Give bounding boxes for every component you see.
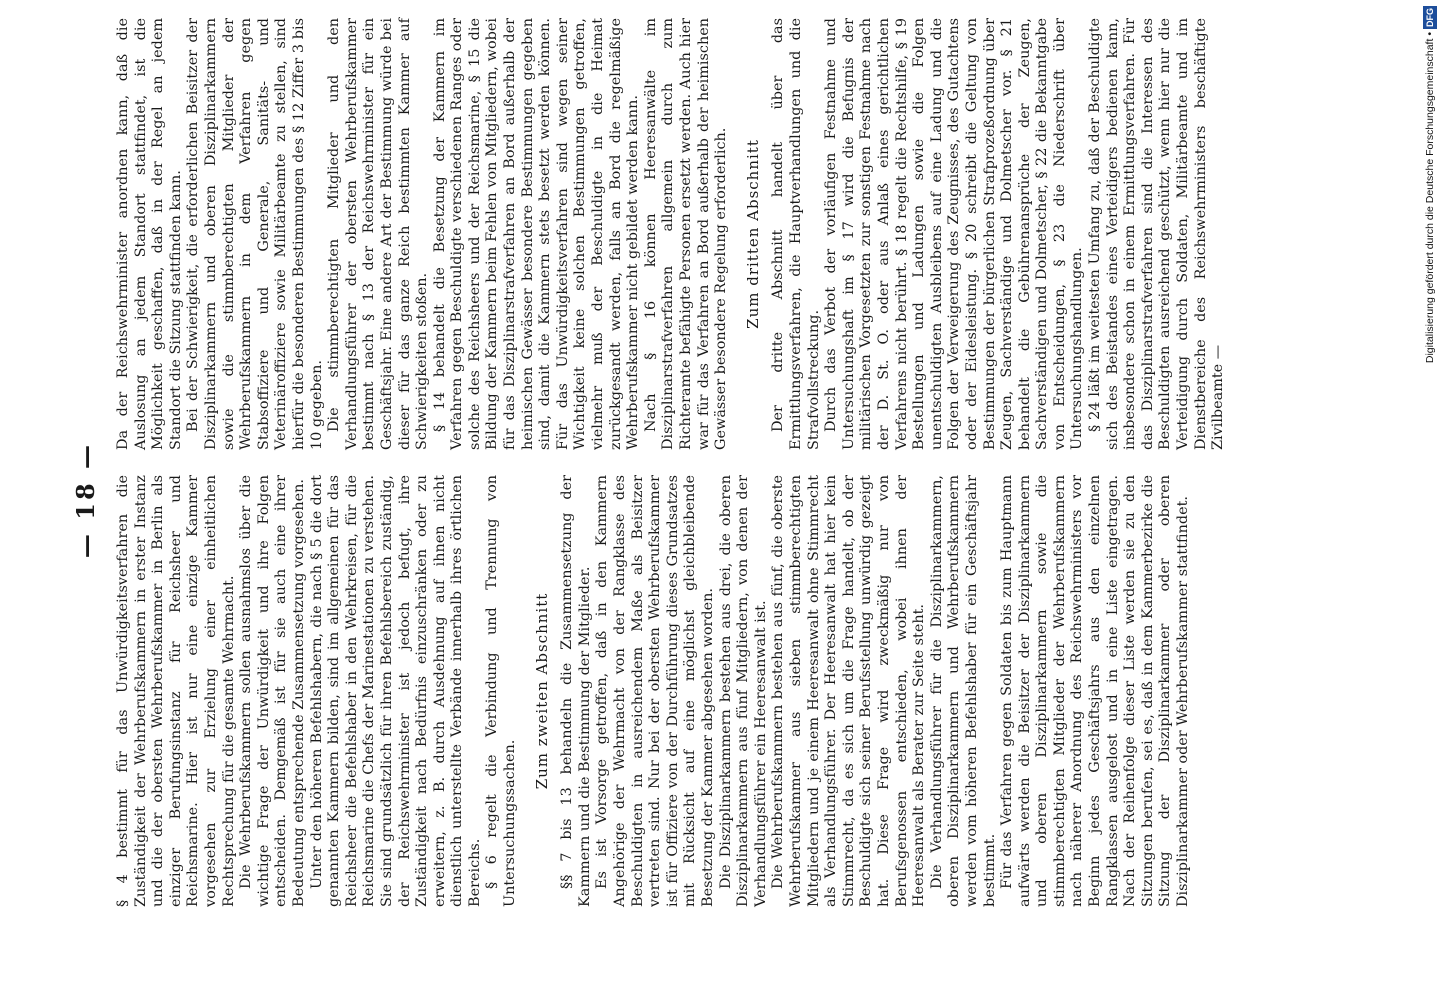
paragraph: § 4 bestimmt für das Unwürdigkeitsverfahren die Zuständigkeit der Wehrberufskammern in erster Instanz und die der obersten Wehrberufskammer in Berlin als einziger Berufungsinstanz für Reichsheer und Reichsmarine. Hier ist nur eine einzige Kammer vorgesehen zur Erzielung einer einheitlichen Rechtsprechung für die gesamte Wehrmacht. — [115, 475, 237, 907]
page-number: — 18 — — [70, 441, 100, 559]
right-column — [115, 18, 1228, 450]
section-heading: Zum zweiten Abschnitt — [532, 592, 551, 790]
paragraph: Durch das Verbot der vorläufigen Festnahme und Untersuchungshaft im § 17 wird die Befugnis der militärischen Vorgesetzten zur sonstigen Festnahme nach der D. St. O. oder aus Anlaß eines gerichtlichen Verfahrens nicht berührt. § 18 regelt die Rechtshilfe, § 19 Bestellungen und Ladungen sowie die Folgen unentschuldigten Ausbleibens auf eine Ladung und die Folgen der Verweigerung des Zeugnisses, des Gutachtens oder der Eidesleistung. § 20 schreibt die Geltung von Bestimmungen der bürgerlichen Strafprozeßordnung über Zeugen, Sachverständige und Dolmetscher vor. § 21 behandelt die Gebührenansprüche der Zeugen, Sachverständigen und Dolmetscher, § 22 die Bekanntgabe von Entscheidungen, § 23 die Niederschrift über Untersuchungshandlungen. — [823, 18, 1086, 450]
paragraph: §§ 7 bis 13 behandeln die Zusammensetzung der Kammern und die Bestimmung der Mitglieder. — [559, 475, 593, 907]
paragraph: § 14 behandelt die Besetzung der Kammern im Verfahren gegen Beschuldigte verschiedenen Ranges oder solche des Reichsheers und der Reichsmarine, § 15 die Bildung der Kammern beim Fehlen von Mitgliedern, wobei für das Disziplinarstrafverfahren an Bord außerhalb der heimischen Gewässer besondere Bestimmungen gegeben sind, damit die Kammern stets besetzt werden können. Für das Unwürdigkeitsverfahren sind wegen seiner Wichtigkeit keine solchen Bestimmungen getroffen, vielmehr muß der Beschuldigte in die Heimat zurückgesandt werden, falls an Bord die regelmäßige Wehrberufskammer nicht gebildet werden kann. — [431, 18, 642, 450]
section-heading: Zum dritten Abschnitt — [743, 139, 762, 329]
paragraph: Bei der Schwierigkeit, die erforderlichen Beisitzer der Disziplinarkammern und oberen Disziplinarkammern sowie die stimmberechtigten Mitglieder der Wehrberufskammern in dem Verfahren gegen Stabsoffiziere und Generale, Sanitäts- und Veterinäroffiziere sowie Militärbeamte zu stellen, sind hierfür die besonderen Bestimmungen des § 12 Ziffer 3 bis 10 gegeben. — [185, 18, 325, 450]
paragraph: Die Verhandlungsführer für die Disziplinarkammern, oberen Disziplinarkammern und Wehrberufskammern werden vom höheren Befehlshaber für ein Geschäftsjahr bestimmt. — [928, 475, 998, 907]
paragraph: Die Disziplinarkammern bestehen aus drei, die oberen Disziplinarkammern aus fünf Mitgliedern, von denen der Verhandlungsführer ein Heeresanwalt ist. — [717, 475, 769, 907]
left-column — [115, 475, 1193, 907]
paragraph: Nach § 16 können Heeresanwälte im Disziplinarstrafverfahren allgemein durch zum Richteramte befähigte Personen ersetzt werden. Auch hier war für das Verfahren an Bord außerhalb der heimischen Gewässer besondere Regelung erforderlich. — [642, 18, 730, 450]
digitization-credit — [1423, 6, 1443, 526]
paragraph: Es ist Vorsorge getroffen, daß in den Kammern Angehörige der Wehrmacht von der Rangklasse des Beschuldigten in ausreichendem Maße als Beisitzer vertreten sind. Nur bei der obersten Wehrberufskammer ist für Offiziere von der Durchführung dieses Grundsatzes mit Rücksicht auf eine möglichst gleichbleibende Besetzung der Kammer abgesehen worden. — [594, 475, 716, 907]
paragraph: Da der Reichswehrminister anordnen kann, daß die Auslosung an jedem Standort stattfindet, ist die Möglichkeit geschaffen, daß in der Regel an jedem Standort die Sitzung stattfinden kann. — [115, 18, 184, 450]
paragraph: Die stimmberechtigten Mitglieder und den Verhandlungsführer der obersten Wehrberufskammer bestimmt nach § 13 der Reichswehrminister für ein Geschäftsjahr. Eine andere Art der Bestimmung würde bei dieser für das ganze Reich bestimmten Kammer auf Schwierigkeiten stoßen. — [326, 18, 431, 450]
paragraph: Unter den höheren Befehlshabern, die nach § 5 die dort genannten Kammern bilden, sind im allgemeinen für das Reichsheer die Befehlshaber in den Wehrkreisen, für die Reichsmarine die Chefs der Marinestationen zu verstehen. Sie sind grundsätzlich für ihren Befehlsbereich zuständig, der Reichswehrminister ist jedoch befugt, ihre Zuständigkeit nach Bedürfnis einzuschränken oder zu erweitern, z. B. durch Ausdehnung auf ihnen nicht dienstlich unterstellte Verbände innerhalb ihres örtlichen Bereichs. — [308, 475, 483, 907]
dfg-logo: DFG — [1425, 8, 1435, 27]
paragraph: Die Wehrberufskammern bestehen aus fünf, die oberste Wehrberufskammer aus sieben stimmberechtigten Mitgliedern und je einem Heeresanwalt ohne Stimmrecht als Verhandlungsführer. Der Heeresanwalt hat hier kein Stimmrecht, da es sich um die Frage handelt, ob der Beschuldigte sich seiner Berufsstellung unwürdig gezeigt hat. Diese Frage wird zweckmäßig nur von Berufsgenossen entschieden, wobei ihnen der Heeresanwalt als Berater zur Seite steht. — [770, 475, 928, 907]
paragraph: § 24 läßt im weitesten Umfang zu, daß der Beschuldigte sich des Beistandes eines Verteidigers bedienen kann, insbesondere schon in einem Ermittlungsverfahren. Für das Disziplinarstrafverfahren sind die Interessen des Beschuldigten ausreichend geschützt, wenn hier nur die Verteidigung durch Soldaten, Militärbeamte und im Dienstbereiche des Reichswehrministers beschäftigte Zivilbeamte — — [1087, 18, 1227, 450]
paragraph: § 6 regelt die Verbindung und Trennung von Untersuchungssachen. — [484, 475, 519, 907]
credit-text: Digitalisierung gefördert durch die Deutsche Forschungsgemeinschaft • — [1424, 32, 1436, 364]
paragraph: Für das Verfahren gegen Soldaten bis zum Hauptmann aufwärts werden die Beisitzer der Disziplinarkammern und oberen Disziplinarkammern sowie die stimmberechtigten Mitglieder der Wehrberufskammern nach näherer Anordnung des Reichswehrministers vor Beginn jedes Geschäftsjahrs aus den einzelnen Rangklassen ausgelost und in eine Liste eingetragen. Nach der Reihenfolge dieser Liste werden sie zu den Sitzungen berufen, sei es, daß in dem Kammerbezirke die Sitzung der Disziplinarkammer oder oberen Disziplinarkammer oder Wehrberufskammer stattfindet. — [999, 475, 1192, 907]
paragraph: Die Wehrberufskammern sollen ausnahmslos über die wichtige Frage der Unwürdigkeit und ihre Folgen entscheiden. Demgemäß ist für sie auch eine ihrer Bedeutung entsprechende Zusammensetzung vorgesehen. — [238, 475, 307, 907]
paragraph: Der dritte Abschnitt handelt über das Ermittlungsverfahren, die Hauptverhandlungen und die Strafvollstreckung. — [770, 18, 822, 450]
